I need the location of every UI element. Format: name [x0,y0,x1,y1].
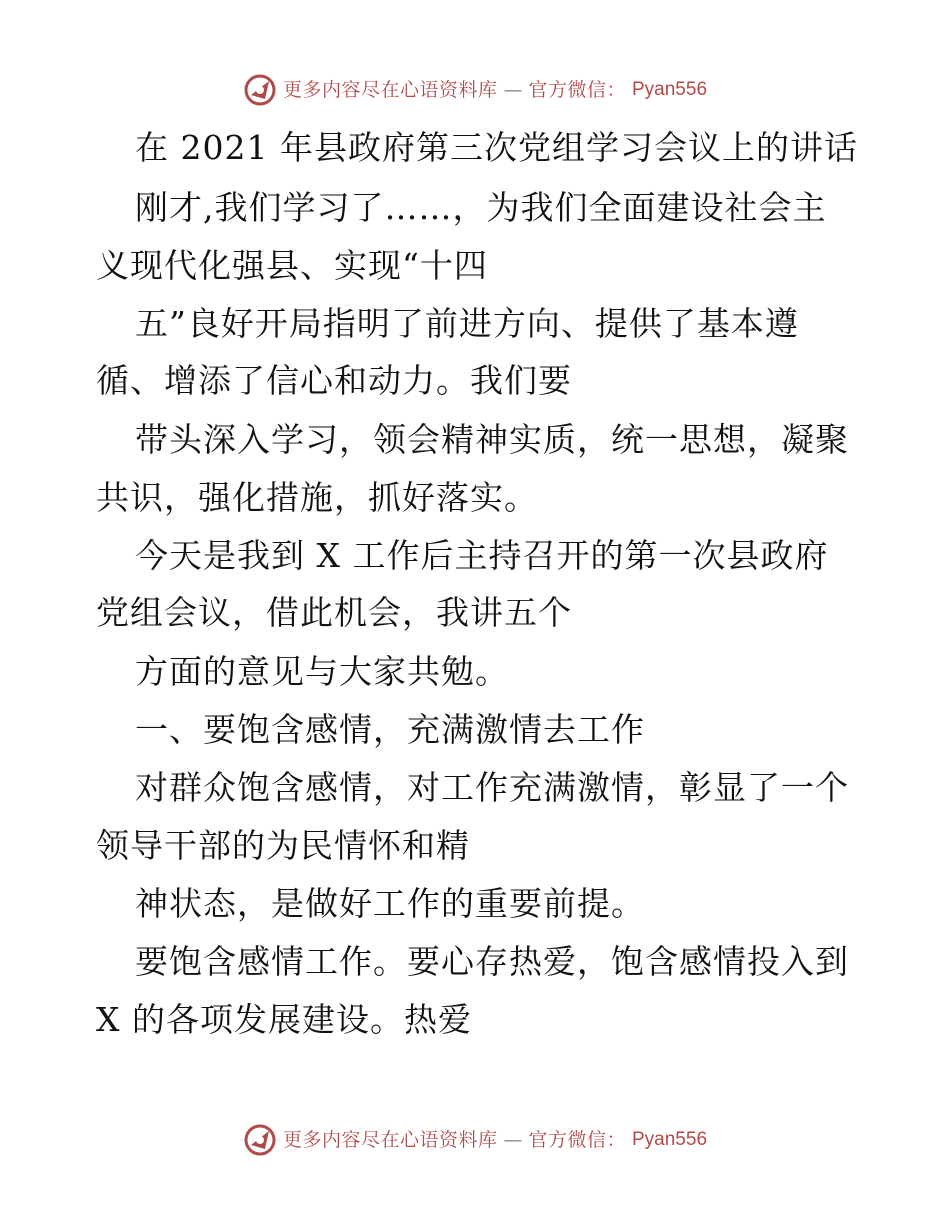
paragraph-line: 对群众饱含感情，对工作充满激情，彰显了一个 [135,768,849,807]
logo-icon [243,1123,277,1157]
section-heading: 一、要饱含感情，充满激情去工作 [135,710,645,749]
paragraph-line: 义现代化强县、实现“十四 [96,246,488,285]
paragraph-line: 刚才,我们学习了……，为我们全面建设社会主 [135,188,827,227]
paragraph-line: 要饱含感情工作。要心存热爱，饱含感情投入到 [135,942,849,981]
watermark-wechat-label: 官方微信： [528,1129,626,1151]
watermark-separator: — [503,79,523,101]
paragraph-line: 带头深入学习，领会精神实质，统一思想，凝聚 [135,420,849,459]
watermark-wechat-label: 官方微信： [528,79,626,101]
paragraph-line: 五”良好开局指明了前进方向、提供了基本遵 [135,304,799,343]
footer-watermark [0,1120,950,1160]
paragraph-line: 方面的意见与大家共勉。 [135,652,509,691]
watermark-separator: — [503,1129,523,1151]
paragraph-line: 循、增添了信心和动力。我们要 [96,361,572,400]
watermark-text: 更多内容尽在心语资料库 [282,1129,498,1151]
paragraph-line: 神状态，是做好工作的重要前提。 [135,884,645,923]
header-watermark [0,70,950,110]
paragraph-line: 共识，强化措施，抓好落实。 [96,478,538,517]
paragraph-line: X 的各项发展建设。热爱 [96,1000,472,1039]
logo-icon [243,73,277,107]
watermark-wechat-id: Pyan556 [632,1129,708,1150]
paragraph-line: 今天是我到 X 工作后主持召开的第一次县政府 [135,536,829,575]
document-title: 在 2021 年县政府第三次党组学习会议上的讲话 [135,128,858,167]
paragraph-line: 党组会议，借此机会，我讲五个 [96,593,572,632]
watermark-text: 更多内容尽在心语资料库 [282,79,498,101]
watermark-wechat-id: Pyan556 [632,79,708,100]
paragraph-line: 领导干部的为民情怀和精 [96,826,470,865]
